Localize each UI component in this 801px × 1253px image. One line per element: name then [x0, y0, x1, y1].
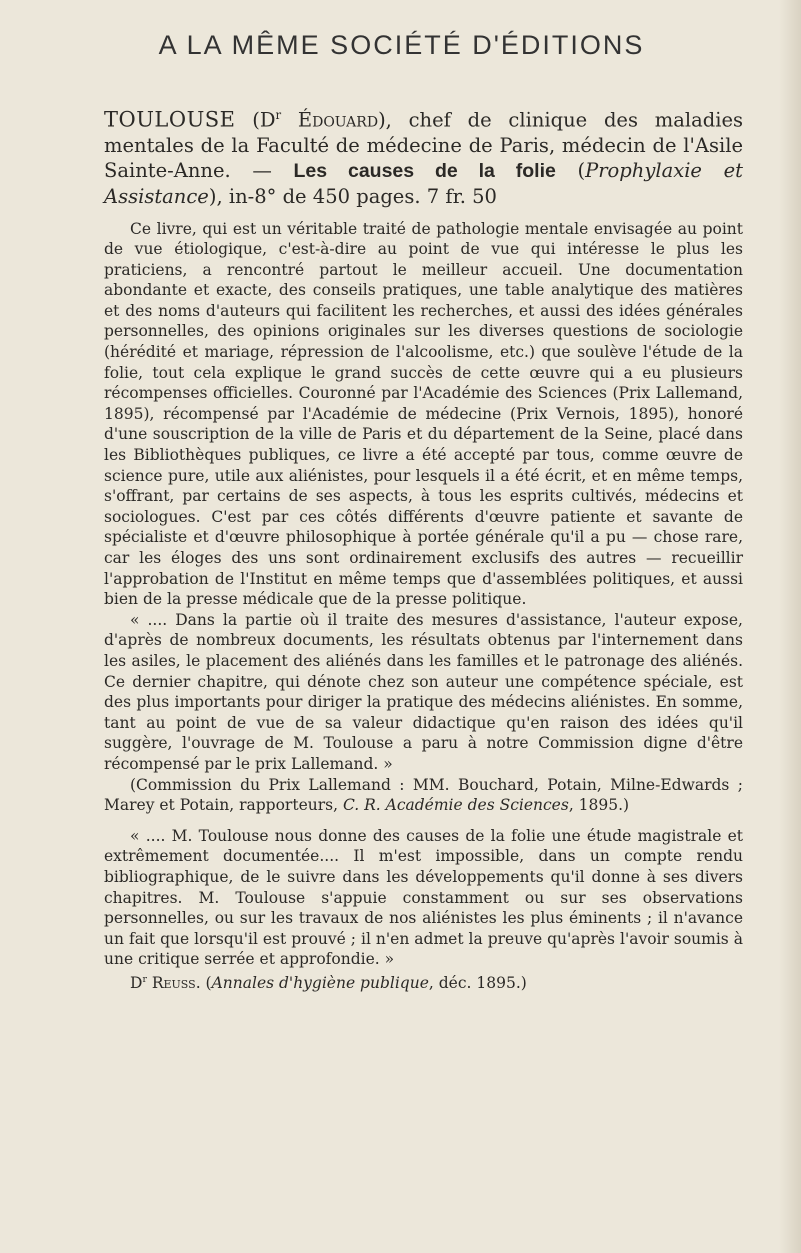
author-name: TOULOUSE [104, 107, 236, 132]
running-header: A LA MÊME SOCIÉTÉ D'ÉDITIONS [158, 30, 645, 60]
sig-name: Reuss [151, 974, 196, 993]
sig-source: Annales d'hygiène publique [211, 974, 429, 993]
page-edge-shadow [779, 0, 801, 1253]
reuss-signature [104, 970, 743, 994]
book-subtitle: Prophylaxie et Assistance [104, 158, 743, 208]
quote-academie-paragraph: « .... Dans la partie où il traite des mesures d'assistance, l'auteur expose, d'après de nombreux documents, les résultats obtenus par l'internement dans les asiles, le placement des aliénés dans les familles et le patronage des aliénés. Ce dernier chapitre, qui dénote chez son auteur une compétence spéciale, est des plus importants pour diriger la pratique des médecins aliénistes. En somme, tant au point de vue de sa valeur didactique qu'en raison des idées qu'il suggère, l'ouvrage de M. Toulouse a paru à notre Commission digne d'être récompensé par le prix Lallemand. » [104, 610, 743, 773]
author-dr-sup: r [275, 108, 282, 122]
sig-dr: D [130, 974, 143, 993]
book-format-price: , in-8° de 450 pages. 7 fr. 50 [216, 184, 497, 208]
author-given-name: Édouard [297, 108, 379, 132]
commission-citation-end: , 1895.) [568, 796, 630, 815]
book-title: Les causes de la folie [293, 159, 556, 182]
catalog-entry-heading: TOULOUSE ($D^r$ Édouard), chef de clinique des maladies mentales de la Faculté de médecine de Paris, médecin de l'Asile Sainte-Anne. — Les causes de la folie (Prophylaxie et Assistance), in-8° de 450 pages. 7 fr. 50 [104, 107, 743, 208]
quote-reuss-paragraph: « .... M. Toulouse nous donne des causes de la folie une étude magistrale et extrêmement documentée.... Il m'est impossible, dans un compte rendu bibliographique, de le suivre dans les développements qu'il donne à ses divers chapitres. M. Toulouse s'appuie constamment ou sur ses observations personnelles, ou sur les travaux de nos aliénistes les plus éminents ; il n'avance un fait que lorsqu'il est prouvé ; il n'en admet la preuve qu'après l'avoir soumis à une critique serrée et approfondie. » [104, 826, 743, 969]
author-dr: D [259, 108, 276, 132]
commission-citation-text: (Commission du Prix Lallemand : MM. Bouchard, Potain, Milne-Edwards ; Marey et Potain, rapporteurs, [104, 775, 743, 815]
sig-dr-sup: r [142, 973, 147, 985]
description-paragraph: Ce livre, qui est un véritable traité de pathologie mentale envisagée au point de vue étiologique, c'est-à-dire au point de vue qui intéresse le plus les praticiens, a rencontré partout le meilleur accueil. Une documentation abondante et exacte, des conseils pratiques, une table analytique des matières et des noms d'auteurs qui facilitent les recherches, et aussi des idées générales personnelles, des opinions originales sur les diverses questions de sociologie (hérédité et mariage, répression de l'alcoolisme, etc.) que soulève l'étude de la folie, tout cela explique le grand succès de cette œuvre qui a eu plusieurs récompenses officielles. Couronné par l'Académie des Sciences (Prix Lallemand, 1895), récompensé par l'Académie de médecine (Prix Vernois, 1895), honoré d'une souscription de la ville de Paris et du département de la Seine, placé dans les Bibliothèques publiques, ce livre a été accepté par tous, comme œuvre de science pure, utile aux aliénistes, pour lesquels il a été écrit, et en même temps, s'offrant, par certains de ses aspects, à tous les esprits cultivés, médecins et sociologues. C'est par ces côtés différents d'œuvre patiente et savante de spécialiste et d'œuvre philosophique à portée générale qu'il a pu — chose rare, car les éloges des uns sont ordinairement exclusifs des autres — recueillir l'approbation de l'Institut en même temps que d'assemblées politiques, et aussi bien de la presse médicale que de la presse politique. [104, 219, 743, 609]
entry-body [104, 219, 743, 994]
author-description: ), chef de clinique des maladies mentales de la Faculté de médecine de Paris, médecin de l'Asile Sainte-Anne. — [104, 108, 743, 182]
commission-citation [104, 775, 743, 816]
sig-source-open: . ( [195, 974, 212, 993]
commission-source: C. R. Académie des Sciences [342, 796, 569, 815]
sig-source-close: , déc. 1895.) [428, 974, 527, 993]
